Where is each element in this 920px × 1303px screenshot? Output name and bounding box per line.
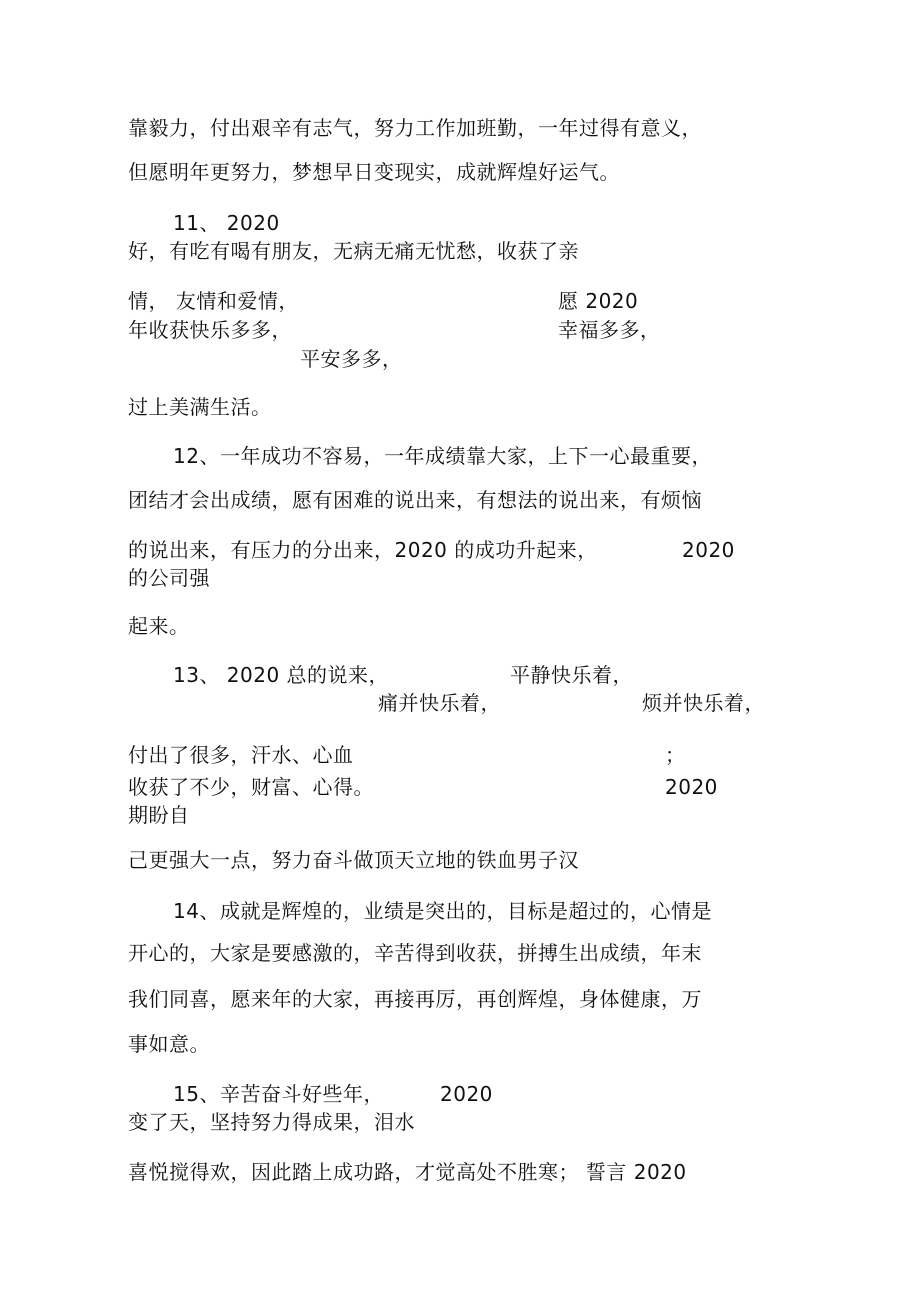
text-line: 愿 2020 bbox=[558, 289, 639, 313]
text-line: 团结才会出成绩，愿有困难的说出来，有想法的说出来，有烦恼 bbox=[128, 488, 702, 512]
text-line: 付出了很多，汗水、心血 bbox=[128, 743, 354, 767]
text-line: 过上美满生活。 bbox=[128, 395, 272, 419]
text-line: 喜悦搅得欢，因此踏上成功路，才觉高处不胜寒； 誓言 2020 bbox=[128, 1160, 687, 1184]
text-line: 年收获快乐多多， bbox=[128, 318, 292, 342]
text-line: 变了天，坚持努力得成果，泪水 bbox=[128, 1110, 415, 1134]
text-line: 开心的，大家是要感激的，辛苦得到收获，拼搏生出成绩，年末 bbox=[128, 941, 702, 965]
text-line: 2020 bbox=[665, 775, 718, 799]
text-line: 15、辛苦奋斗好些年， bbox=[173, 1082, 384, 1106]
text-line: 事如意。 bbox=[128, 1032, 210, 1056]
text-line: 12、一年成功不容易，一年成绩靠大家，上下一心最重要， bbox=[173, 444, 712, 468]
text-line: 平静快乐着， bbox=[510, 663, 633, 687]
text-line: 情， 友情和爱情， bbox=[128, 289, 299, 313]
text-line: 但愿明年更努力，梦想早日变现实，成就辉煌好运气。 bbox=[128, 160, 620, 184]
text-line: 痛并快乐着， bbox=[378, 691, 501, 715]
text-line: 幸福多多， bbox=[558, 318, 661, 342]
text-line: 平安多多， bbox=[300, 347, 403, 371]
text-line: 的公司强 bbox=[128, 566, 210, 590]
text-line: 好，有吃有喝有朋友，无病无痛无忧愁，收获了亲 bbox=[128, 239, 579, 263]
text-line: 靠毅力，付出艰辛有志气，努力工作加班勤，一年过得有意义， bbox=[128, 116, 702, 140]
text-line: 2020 bbox=[682, 538, 735, 562]
text-line: 14、成就是辉煌的，业绩是突出的，目标是超过的，心情是 bbox=[173, 899, 712, 923]
text-line: 2020 bbox=[440, 1082, 493, 1106]
text-line: ； bbox=[665, 743, 686, 767]
text-line: 我们同喜，愿来年的大家，再接再厉，再创辉煌，身体健康，万 bbox=[128, 987, 702, 1011]
text-line: 起来。 bbox=[128, 614, 190, 638]
text-line: 的说出来，有压力的分出来，2020 的成功升起来， bbox=[128, 538, 598, 562]
text-line: 收获了不少，财富、心得。 bbox=[128, 775, 374, 799]
text-line: 13、 2020 总的说来， bbox=[173, 663, 390, 687]
text-line: 己更强大一点，努力奋斗做顶天立地的铁血男子汉 bbox=[128, 848, 579, 872]
text-line: 11、 2020 bbox=[173, 211, 280, 235]
text-line: 期盼自 bbox=[128, 803, 190, 827]
text-line: 烦并快乐着， bbox=[642, 691, 765, 715]
